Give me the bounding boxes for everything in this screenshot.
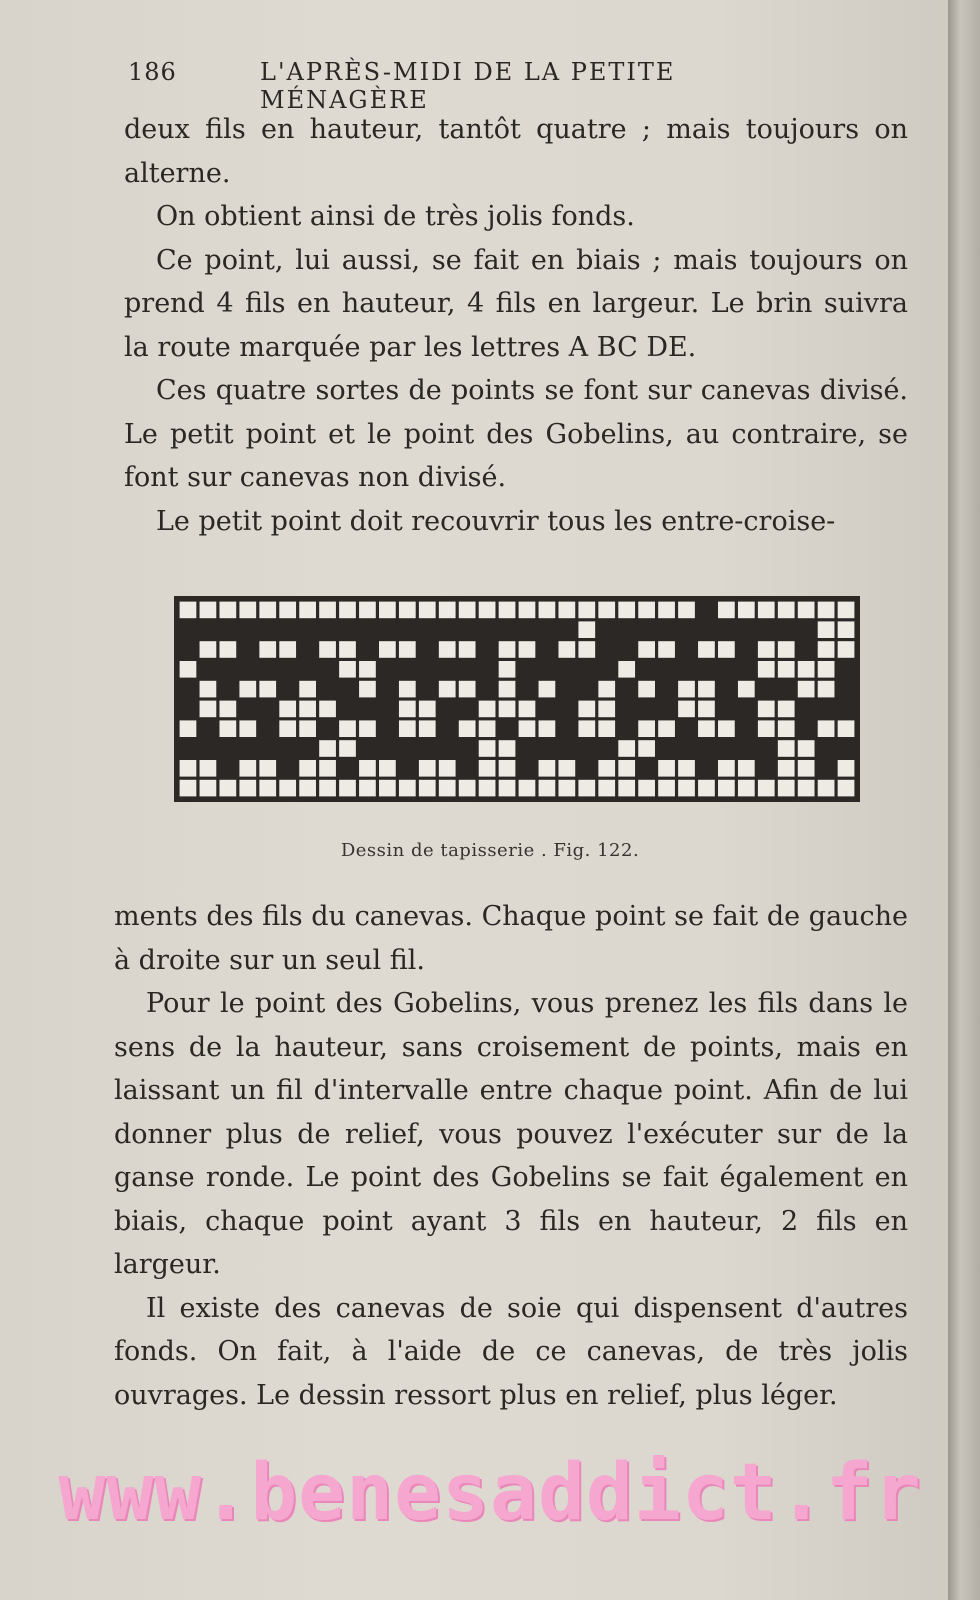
grid-cell-empty [838, 760, 855, 777]
grid-cell-empty [219, 720, 236, 737]
grid-cell-empty [339, 641, 356, 658]
grid-cell-empty [798, 681, 815, 698]
grid-cell-empty [499, 602, 516, 619]
grid-cell-empty [419, 780, 436, 797]
grid-cell-empty [698, 641, 715, 658]
grid-cell-empty [419, 701, 436, 718]
grid-cell-empty [259, 780, 276, 797]
grid-cell-empty [558, 641, 575, 658]
grid-cell-empty [818, 780, 835, 797]
grid-cell-empty [359, 681, 376, 698]
grid-cell-empty [299, 780, 316, 797]
grid-cell-empty [618, 760, 635, 777]
grid-cell-empty [818, 641, 835, 658]
grid-cell-empty [838, 641, 855, 658]
grid-cell-empty [479, 701, 496, 718]
grid-cell-empty [200, 602, 217, 619]
grid-cell-empty [678, 760, 695, 777]
grid-cell-empty [479, 760, 496, 777]
grid-cell-empty [479, 602, 496, 619]
grid-cell-empty [519, 701, 536, 718]
grid-cell-empty [519, 720, 536, 737]
grid-cell-empty [379, 760, 396, 777]
grid-cell-empty [219, 602, 236, 619]
grid-cell-empty [598, 602, 615, 619]
grid-cell-empty [180, 661, 197, 678]
grid-cell-empty [578, 621, 595, 638]
grid-cell-empty [818, 681, 835, 698]
grid-cell-empty [539, 720, 556, 737]
grid-cell-empty [778, 661, 795, 678]
grid-cell-empty [439, 760, 456, 777]
grid-cell-empty [499, 760, 516, 777]
grid-cell-empty [319, 641, 336, 658]
grid-cell-empty [439, 641, 456, 658]
grid-cell-empty [339, 602, 356, 619]
book-spine [948, 0, 980, 1600]
grid-cell-empty [279, 602, 296, 619]
grid-cell-empty [818, 621, 835, 638]
grid-cell-empty [419, 720, 436, 737]
paragraph: Il existe des canevas de soie qui dispensent d'autres fonds. On fait, à l'aide de ce canevas, de très jolis ouvrages. Le dessin ressort plus en relief, plus léger. [114, 1292, 908, 1411]
tapestry-grid [174, 596, 860, 802]
grid-cell-empty [399, 681, 416, 698]
grid-cell-empty [718, 720, 735, 737]
grid-cell-empty [259, 681, 276, 698]
grid-cell-empty [558, 760, 575, 777]
grid-cell-empty [758, 701, 775, 718]
grid-cell-empty [219, 701, 236, 718]
grid-cell-empty [618, 740, 635, 757]
grid-cell-empty [459, 780, 476, 797]
grid-cell-empty [279, 720, 296, 737]
grid-cell-empty [798, 661, 815, 678]
grid-cell-empty [618, 602, 635, 619]
paragraph: Le petit point doit recouvrir tous les entre-croise- [156, 505, 836, 537]
grid-cell-empty [718, 641, 735, 658]
grid-cell-empty [618, 661, 635, 678]
grid-cell-empty [259, 602, 276, 619]
grid-cell-empty [678, 602, 695, 619]
grid-cell-empty [399, 701, 416, 718]
grid-cell-empty [359, 720, 376, 737]
grid-cell-empty [638, 740, 655, 757]
grid-cell-empty [339, 720, 356, 737]
paragraph: deux fils en hauteur, tantôt quatre ; mais toujours on alterne. [124, 114, 908, 189]
grid-cell-empty [399, 720, 416, 737]
grid-cell-empty [598, 760, 615, 777]
grid-cell-empty [279, 701, 296, 718]
grid-cell-empty [818, 720, 835, 737]
grid-cell-empty [319, 701, 336, 718]
tapestry-figure [174, 596, 860, 802]
grid-cell-empty [539, 602, 556, 619]
grid-cell-empty [399, 780, 416, 797]
grid-cell-empty [558, 602, 575, 619]
grid-cell-empty [259, 760, 276, 777]
grid-cell-empty [379, 602, 396, 619]
grid-cell-empty [439, 780, 456, 797]
grid-cell-empty [638, 720, 655, 737]
grid-cell-empty [738, 760, 755, 777]
grid-cell-empty [698, 701, 715, 718]
grid-cell-empty [399, 602, 416, 619]
grid-cell-empty [838, 780, 855, 797]
grid-cell-empty [578, 780, 595, 797]
grid-cell-empty [758, 661, 775, 678]
grid-cell-empty [359, 602, 376, 619]
grid-cell-empty [838, 720, 855, 737]
grid-cell-empty [539, 780, 556, 797]
grid-cell-empty [698, 780, 715, 797]
grid-cell-empty [558, 780, 575, 797]
grid-cell-empty [499, 641, 516, 658]
grid-cell-empty [539, 760, 556, 777]
grid-cell-empty [439, 602, 456, 619]
grid-cell-empty [359, 780, 376, 797]
grid-cell-empty [598, 681, 615, 698]
grid-cell-empty [738, 602, 755, 619]
grid-cell-empty [778, 602, 795, 619]
grid-cell-empty [778, 740, 795, 757]
grid-cell-empty [638, 641, 655, 658]
grid-cell-empty [379, 641, 396, 658]
grid-cell-empty [379, 780, 396, 797]
grid-cell-empty [598, 780, 615, 797]
grid-cell-empty [778, 641, 795, 658]
grid-cell-empty [299, 720, 316, 737]
grid-cell-empty [180, 720, 197, 737]
grid-cell-empty [259, 641, 276, 658]
grid-cell-empty [499, 780, 516, 797]
grid-cell-empty [798, 760, 815, 777]
grid-cell-empty [200, 641, 217, 658]
grid-cell-empty [738, 681, 755, 698]
grid-cell-empty [638, 780, 655, 797]
figure-caption: Dessin de tapisserie . Fig. 122. [340, 840, 640, 861]
grid-cell-empty [200, 780, 217, 797]
grid-cell-empty [499, 701, 516, 718]
grid-cell-empty [838, 621, 855, 638]
grid-cell-empty [459, 720, 476, 737]
grid-cell-empty [299, 701, 316, 718]
grid-cell-empty [419, 760, 436, 777]
grid-cell-empty [638, 602, 655, 619]
grid-cell-empty [479, 740, 496, 757]
grid-cell-empty [279, 641, 296, 658]
grid-cell-empty [499, 661, 516, 678]
grid-cell-empty [180, 602, 197, 619]
grid-cell-empty [758, 602, 775, 619]
paragraph: ments des fils du canevas. Chaque point se fait de gauche à droite sur un seul fil. [114, 901, 908, 976]
grid-cell-empty [219, 641, 236, 658]
grid-cell-empty [598, 720, 615, 737]
grid-cell-empty [798, 602, 815, 619]
grid-cell-empty [698, 681, 715, 698]
grid-cell-empty [758, 780, 775, 797]
grid-cell-empty [718, 602, 735, 619]
grid-cell-empty [658, 780, 675, 797]
grid-cell-empty [718, 760, 735, 777]
watermark: www.benesaddict.fr [58, 1448, 922, 1538]
grid-cell-empty [319, 780, 336, 797]
grid-cell-empty [818, 602, 835, 619]
paragraph: On obtient ainsi de très jolis fonds. [156, 201, 635, 232]
grid-cell-empty [578, 701, 595, 718]
grid-cell-empty [200, 760, 217, 777]
grid-cell-empty [758, 641, 775, 658]
page-number: 186 [128, 58, 177, 86]
grid-cell-empty [578, 641, 595, 658]
grid-cell-empty [419, 602, 436, 619]
grid-cell-empty [678, 701, 695, 718]
grid-cell-empty [539, 681, 556, 698]
grid-cell-empty [658, 720, 675, 737]
grid-cell-empty [299, 681, 316, 698]
text-block-top [124, 108, 908, 543]
grid-cell-empty [778, 780, 795, 797]
grid-cell-empty [319, 740, 336, 757]
grid-cell-empty [638, 681, 655, 698]
text-block-bottom [114, 895, 908, 1417]
grid-cell-empty [479, 720, 496, 737]
grid-cell-empty [319, 602, 336, 619]
grid-cell-empty [838, 602, 855, 619]
grid-cell-empty [658, 602, 675, 619]
grid-cell-empty [339, 740, 356, 757]
grid-cell-empty [738, 780, 755, 797]
grid-cell-empty [778, 760, 795, 777]
grid-cell-empty [359, 760, 376, 777]
grid-cell-empty [239, 780, 256, 797]
grid-cell-empty [239, 760, 256, 777]
grid-cell-empty [698, 720, 715, 737]
grid-cell-empty [239, 602, 256, 619]
paragraph: Ces quatre sortes de points se font sur canevas divisé. Le petit point et le point des Gobelins, au contraire, se font sur canevas non divisé. [124, 375, 908, 493]
grid-cell-empty [319, 760, 336, 777]
grid-cell-empty [459, 681, 476, 698]
grid-cell-empty [519, 602, 536, 619]
grid-cell-empty [798, 780, 815, 797]
grid-cell-empty [339, 661, 356, 678]
grid-cell-empty [180, 760, 197, 777]
grid-cell-empty [499, 681, 516, 698]
grid-cell-empty [778, 720, 795, 737]
grid-cell-empty [479, 780, 496, 797]
grid-cell-empty [678, 780, 695, 797]
grid-cell-empty [598, 701, 615, 718]
grid-frame [174, 596, 860, 802]
paragraph: Pour le point des Gobelins, vous prenez les fils dans le sens de la hauteur, sans croisement de points, mais en laissant un fil d'intervalle entre chaque point. Afin de lui donner plus de relief, vous pouvez l'exécuter sur de la ganse ronde. Le point des Gobelins se fait également en biais, chaque point ayant 3 fils en hauteur, 2 fils en largeur. [114, 988, 908, 1280]
grid-cell-empty [239, 681, 256, 698]
grid-cell-empty [279, 780, 296, 797]
grid-cell-empty [758, 720, 775, 737]
grid-cell-empty [658, 641, 675, 658]
grid-cell-empty [200, 681, 217, 698]
grid-cell-empty [678, 681, 695, 698]
grid-cell-empty [200, 701, 217, 718]
grid-cell-empty [519, 780, 536, 797]
grid-cell-empty [339, 780, 356, 797]
grid-cell-empty [778, 701, 795, 718]
paragraph: Ce point, lui aussi, se fait en biais ; mais toujours on prend 4 fils en hauteur, 4 fils en largeur. Le brin suivra la route marquée par les lettres A BC DE. [124, 244, 908, 363]
grid-cell-empty [499, 740, 516, 757]
grid-cell-empty [439, 681, 456, 698]
grid-cell-empty [459, 602, 476, 619]
grid-cell-empty [718, 780, 735, 797]
grid-cell-empty [299, 760, 316, 777]
grid-cell-empty [618, 780, 635, 797]
grid-cell-empty [359, 661, 376, 678]
grid-cell-empty [578, 602, 595, 619]
grid-cell-empty [798, 740, 815, 757]
grid-cell-empty [658, 760, 675, 777]
grid-cell-empty [578, 720, 595, 737]
grid-cell-empty [239, 720, 256, 737]
grid-cell-empty [459, 641, 476, 658]
grid-cell-empty [818, 661, 835, 678]
grid-cell-empty [399, 641, 416, 658]
grid-cell-empty [519, 641, 536, 658]
running-title: L'APRÈS-MIDI DE LA PETITE MÉNAGÈRE [260, 58, 676, 114]
grid-cell-empty [219, 780, 236, 797]
grid-cell-empty [180, 780, 197, 797]
grid-cell-empty [299, 602, 316, 619]
